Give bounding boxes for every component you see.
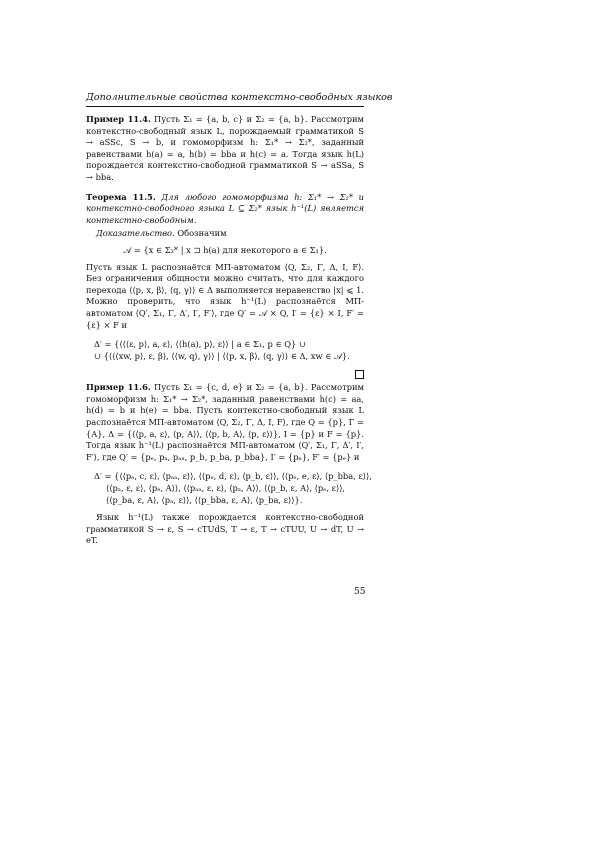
header-rule (86, 106, 364, 107)
theorem-11-5 (86, 192, 364, 227)
proof-body: Пусть язык L распознаётся МП-автоматом ⟨Q, Σ₂, Γ, Δ, I, F⟩. Без ограничения общности можно считать, что для каждого перехода ⟨⟨p, x, β⟩, ⟨q, γ⟩⟩ ∈ Δ выполняется неравенство |x| ⩽ 1. Можно проверить, что язык h⁻¹(L) распознаётся МП-автоматом ⟨Q′, Σ₁, Γ, Δ′, I′, F′⟩, где Q′ = 𝒜 × Q, I′ = {ε} × I, F′ = {ε} × F и (86, 261, 364, 330)
example-delta-display (94, 471, 372, 506)
example-11-6-text: Пусть Σ₁ = {c, d, e} и Σ₂ = {a, b}. Рассмотрим гомоморфизм h: Σ₁* → Σ₂*, заданный равенствами h(c) = aa, h(d) = b и h(e) = bba. Пусть контекстно-свободный язык L распознаётся МП-автоматом ⟨Q, Σ₂, Γ, Δ, I, F⟩, где Q = {p}, Γ = {A}, Δ = {⟨⟨p, a, ε⟩, ⟨p, A⟩⟩, ⟨⟨p, b, A⟩, ⟨p, ε⟩⟩}, I = {p} и F = {p}. Тогда язык h⁻¹(L) распознаётся МП-автоматом ⟨Q′, Σ₁, Γ, Δ′, I′, F′⟩, где Q′ = {pₑ, pₐ, pₐₐ, p_b, p_ba, p_bba}, I′ = {pₑ}, F′ = {pₑ} и (86, 382, 365, 462)
example-11-6-tail: Язык h⁻¹(L) также порождается контекстно-свободной грамматикой S → ε, S → cTUdS, T → ε, T → cTUU, U → dT, U → eT. (86, 512, 364, 546)
text-column (86, 114, 372, 549)
proof-intro-text: Обозначим (177, 228, 227, 239)
proof-formula: 𝒜 = {x ∈ Σ₂* | x ⊐ h(a) для некоторого a ∈ Σ₁}. (123, 244, 327, 255)
example-11-4 (86, 114, 364, 184)
example-delta-line-2: ⟨⟨pₐ, ε, ε⟩, ⟨pₑ, A⟩⟩, ⟨⟨pₐₐ, ε, ε⟩, ⟨pₐ, A⟩⟩, ⟨⟨p_b, ε, A⟩, ⟨pₑ, ε⟩⟩, (106, 483, 346, 494)
theorem-11-5-text: Для любого гомоморфизма h: Σ₁* → Σ₂* и контекстно-свободного языка L ⊆ Σ₂* язык h⁻¹(L) является контекстно-свободным. (86, 191, 365, 225)
example-delta-line-3: ⟨⟨p_ba, ε, A⟩, ⟨pₐ, ε⟩⟩, ⟨⟨p_bba, ε, A⟩, ⟨p_ba, ε⟩⟩}. (106, 494, 303, 505)
example-delta-line-1: Δ′ = {⟨⟨pₑ, c, ε⟩, ⟨pₐₐ, ε⟩⟩, ⟨⟨pₑ, d, ε⟩, ⟨p_b, ε⟩⟩, ⟨⟨pₑ, e, ε⟩, ⟨p_bba, ε⟩⟩, (94, 471, 372, 482)
example-11-4-label: Пример 11.4. (86, 114, 151, 124)
proof-delta-line-2: ∪ {⟨⟨⟨xw, p⟩, ε, β⟩, ⟨⟨w, q⟩, γ⟩⟩ | ⟨⟨p, x, β⟩, ⟨q, γ⟩⟩ ∈ Δ, xw ∈ 𝒜}. (94, 350, 350, 361)
qed-icon (355, 370, 364, 379)
proof-delta-line-1: Δ′ = {⟨⟨⟨ε, p⟩, a, ε⟩, ⟨⟨h(a), p⟩, ε⟩⟩ | a ∈ Σ₁, p ∈ Q} ∪ (94, 339, 306, 350)
example-11-6 (86, 382, 364, 463)
proof-label: Доказательство. (96, 228, 175, 239)
example-11-6-label: Пример 11.6. (86, 382, 151, 393)
proof-delta-display (94, 339, 364, 362)
example-11-4-text: Пусть Σ₁ = {a, b, c} и Σ₂ = {a, b}. Рассмотрим контекстно-свободный язык L, порождаемый грамматикой S → aSSc, S → b, и гомоморфизм h: Σ₁* → Σ₂*, заданный равенствами h(a) = a, h(b) = bba и h(c) = a. Тогда язык h(L) порождается контекстно-свободной грамматикой S → aSSa, S → bba. (86, 114, 365, 182)
running-header: Дополнительные свойства контекстно-свободных языков (86, 92, 393, 103)
page-number: 55 (354, 587, 366, 597)
theorem-11-5-label: Теорема 11.5. (86, 191, 156, 202)
proof-intro (86, 228, 364, 240)
